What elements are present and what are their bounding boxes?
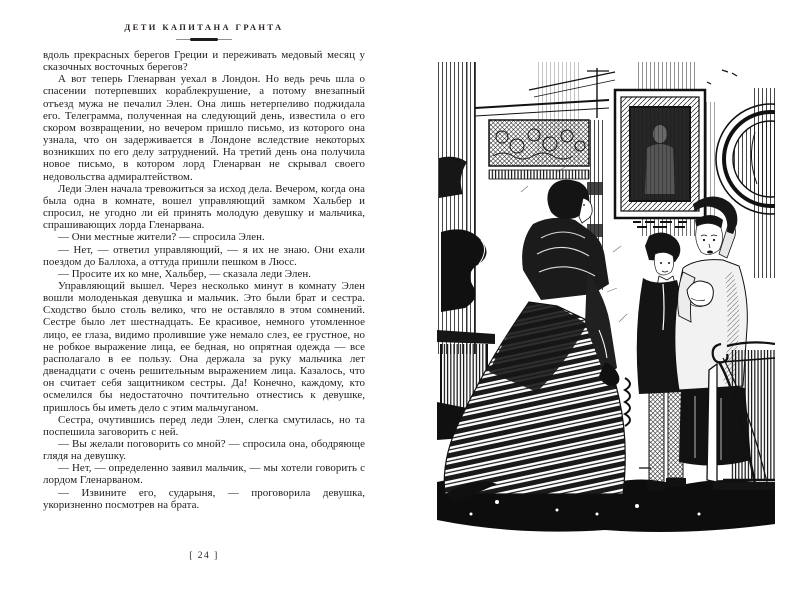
body-text — [43, 49, 365, 511]
header-rule-thick — [190, 38, 218, 41]
paragraph-dialogue: — Нет, — определенно заявил мальчик, — мы хотели говорить с лордом Гленарваном. — [43, 462, 365, 487]
paragraph-dialogue: — Вы желали поговорить со мной? — спросила она, ободряюще глядя на девушку. — [43, 438, 365, 463]
paragraph: вдоль прекрасных берегов Греции и переживать медовый месяц у сказочных восточных берегов? — [43, 49, 365, 74]
paragraph-dialogue: — Они местные жители? — спросила Элен. — [58, 231, 265, 244]
left-page — [43, 22, 365, 511]
paragraph-dialogue: — Нет, — ответил управляющий, — я их не знаю. Они ехали поездом до Баллоха, а оттуда пришли пешком в Люсс. — [43, 243, 365, 268]
paragraph: Леди Элен начала тревожиться за исход дела. Вечером, когда она была одна в комнате, вошел управляющий замком Хальбер и спросил, не угодно ли ей принять молодую девушку и мальчика, спрашивающих лорда Гленарвана. — [43, 182, 365, 232]
paragraph: А вот теперь Гленарван уехал в Лондон. Но ведь речь шла о спасении потерпевших кораблекрушение, а потому внезапный отъезд мужа не печалил Элен. Она лишь нетерпеливо поджидала его. Телеграмма, полученная на следующий день, известила о его скором возвращении, но вечером пришло письмо, из которого она узнала, что он задерживается в Лондоне вследствие некоторых возникших по его делу затруднений. На третий день она получила новое письмо, в котором лорд Гленарван не скрывал своего недовольства адмиралтейством. — [43, 73, 365, 183]
running-header: ДЕТИ КАПИТАНА ГРАНТА — [124, 22, 284, 32]
chair — [707, 342, 775, 490]
header-rule-ornament — [176, 38, 232, 41]
page-number: [ 24 ] — [189, 551, 219, 561]
book-illustration — [437, 62, 775, 534]
paragraph: Управляющий вышел. Через несколько минут в комнату Элен вошли молоденькая девушка и мальчик. Это были брат и сестра. Сходство было столь велико, что не оставляло в этом сомнений. Сестре было лет шестнадцать. Ее красивое, немного утомленное лицо, ее глаза, видимо пролившие уже немало слез, ее грустное, но не робкое выражение лица, ее бедная, но опрятная одежда — все располагало в ее пользу. Она держала за руку мальчика лет двенадцати с очень решительным выражением лица. Казалось, что он считает себя защитником сестры. Да! Конечно, каждому, кто осмелился бы недостаточно почтительно отнестись к девушке, пришлось бы иметь дело с этим мальчуганом. — [43, 279, 365, 414]
portrait-frame — [615, 90, 705, 227]
paragraph-dialogue: — Просите их ко мне, Хальбер, — сказала леди Элен. — [58, 267, 312, 280]
paragraph: Сестра, очутившись перед леди Элен, слегка смутилась, но та поспешила заговорить с ней. — [43, 413, 365, 438]
paragraph-dialogue: — Извините его, сударыня, — проговорила девушка, укоризненно посмотрев на брата. — [43, 486, 365, 511]
